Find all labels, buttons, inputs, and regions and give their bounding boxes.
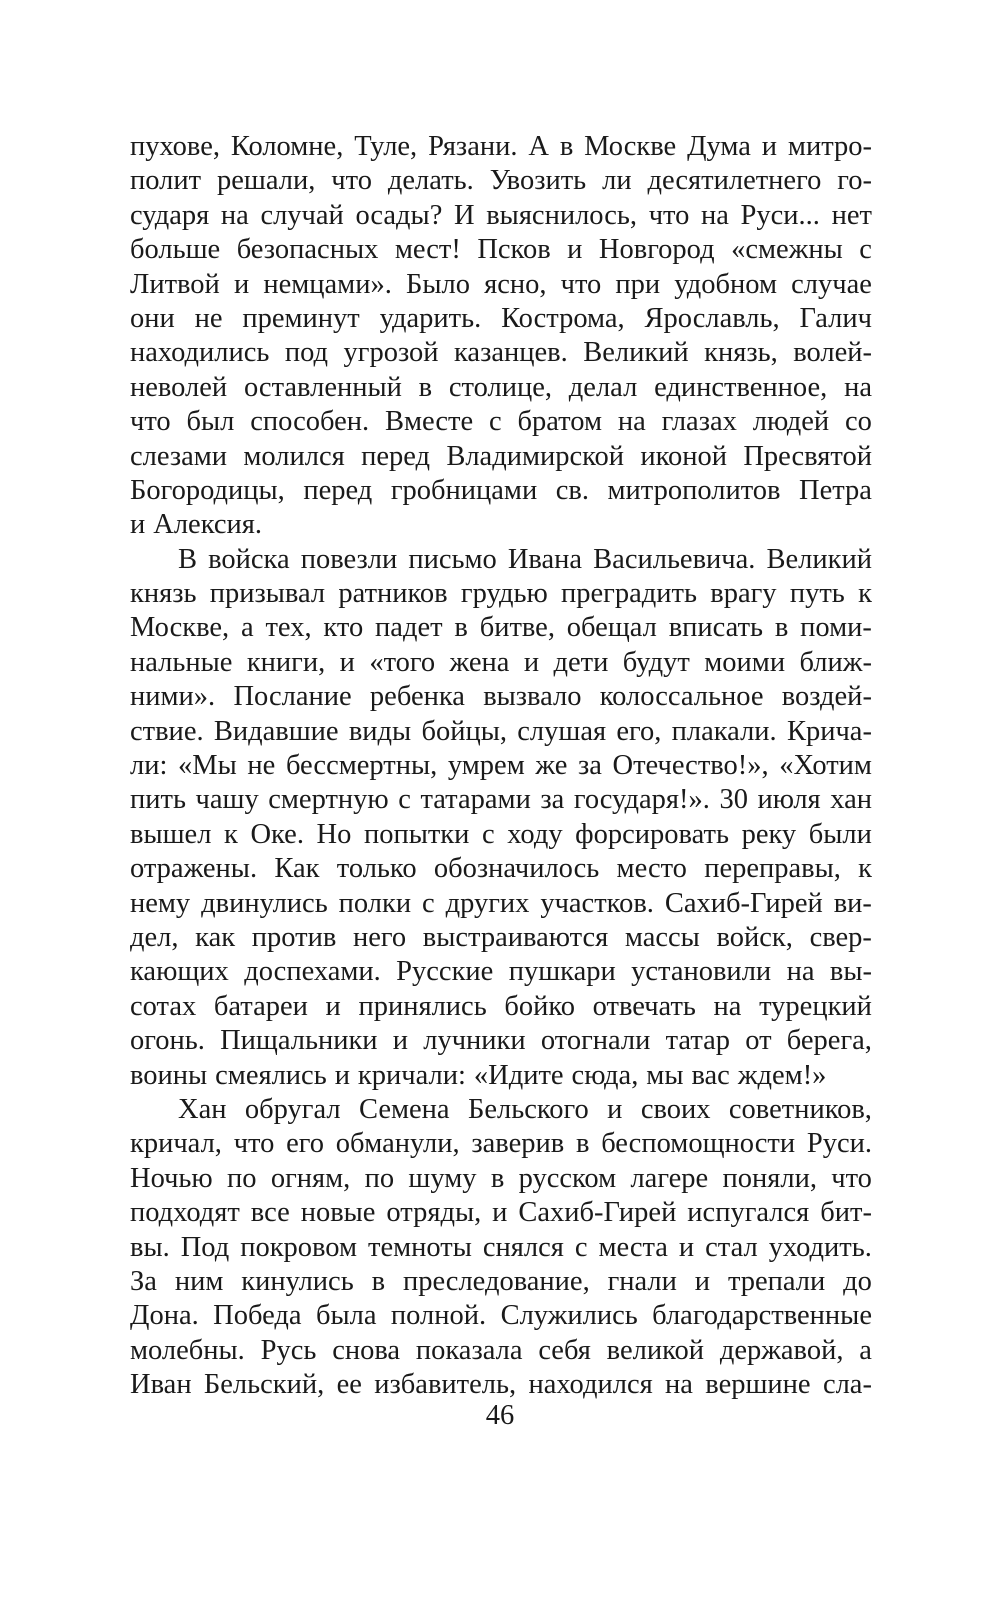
text-line: пить чашу смертную с татарами за государя!». 30 июля хан	[130, 784, 872, 816]
text-line: Литвой и немцами». Было ясно, что при удобном случае	[130, 268, 872, 300]
text-line: что был способен. Вместе с братом на глазах людей со	[130, 406, 872, 438]
text-line: Хан обругал Семена Бельского и своих советников,	[178, 1093, 872, 1125]
text-line: князь призывал ратников грудью преградить врагу путь к	[130, 578, 872, 610]
text-line: молебны. Русь снова показала себя великой державой, а	[130, 1334, 872, 1366]
text-line: кающих доспехами. Русские пушкари установили на вы-	[130, 956, 872, 988]
text-line: Богородицы, перед гробницами св. митрополитов Петра	[130, 474, 872, 506]
text-line: сотах батареи и принялись бойко отвечать на турецкий	[130, 990, 872, 1022]
text-line: ли: «Мы не бессмертны, умрем же за Отечество!», «Хотим	[130, 750, 872, 782]
text-line: нальные книги, и «того жена и дети будут моими ближ-	[130, 646, 872, 678]
text-line: ними». Послание ребенка вызвало колоссальное воздей-	[130, 681, 872, 713]
text-line: слезами молился перед Владимирской иконой Пресвятой	[130, 440, 872, 472]
text-line: Москве, а тех, кто падет в битве, обещал вписать в поми-	[130, 612, 872, 644]
text-line: полит решали, что делать. Увозить ли десятилетнего го-	[130, 165, 872, 197]
text-line: Ночью по огням, по шуму в русском лагере поняли, что	[130, 1162, 872, 1194]
text-line: больше безопасных мест! Псков и Новгород «смежны с	[130, 234, 872, 266]
text-line: неволей оставленный в столице, делал единственное, на	[130, 371, 872, 403]
text-line: ствие. Видавшие виды бойцы, слушая его, плакали. Крича-	[130, 715, 872, 747]
text-line: они не преминут ударить. Кострома, Ярославль, Галич	[130, 302, 872, 334]
text-line: пухове, Коломне, Туле, Рязани. А в Москве Дума и митро-	[130, 131, 872, 162]
text-line: находились под угрозой казанцев. Великий князь, волей-	[130, 337, 872, 369]
body-text	[130, 130, 872, 1402]
text-line: Дона. Победа была полной. Служились благодарственные	[130, 1300, 872, 1332]
paragraph	[130, 1093, 872, 1403]
text-line: вышел к Оке. Но попытки с ходу форсировать реку были	[130, 818, 872, 850]
text-line: воины смеялись и кричали: «Идите сюда, мы вас ждем!»	[130, 1059, 827, 1091]
text-line: нему двинулись полки с других участков. Сахиб-Гирей ви-	[130, 887, 872, 919]
text-line: сударя на случай осады? И выяснилось, что на Руси... нет	[130, 199, 872, 231]
text-line: В войска повезли письмо Ивана Васильевича. Великий	[178, 543, 872, 575]
text-line: Иван Бельский, ее избавитель, находился на вершине сла-	[130, 1369, 872, 1401]
text-line: отражены. Как только обозначилось место переправы, к	[130, 853, 872, 885]
text-line: За ним кинулись в преследование, гнали и трепали до	[130, 1265, 872, 1297]
paragraph	[130, 130, 872, 543]
paragraph	[130, 543, 872, 1093]
page-number: 46	[485, 1400, 515, 1431]
text-line: подходят все новые отряды, и Сахиб-Гирей испугался бит-	[130, 1197, 872, 1229]
text-line: огонь. Пищальники и лучники отогнали татар от берега,	[130, 1025, 872, 1057]
text-line: дел, как против него выстраиваются массы войск, свер-	[130, 921, 872, 953]
text-line: кричал, что его обманули, заверив в беспомощности Руси.	[130, 1128, 872, 1160]
text-line: и Алексия.	[130, 509, 262, 541]
text-line: вы. Под покровом темноты снялся с места и стал уходить.	[130, 1231, 872, 1263]
